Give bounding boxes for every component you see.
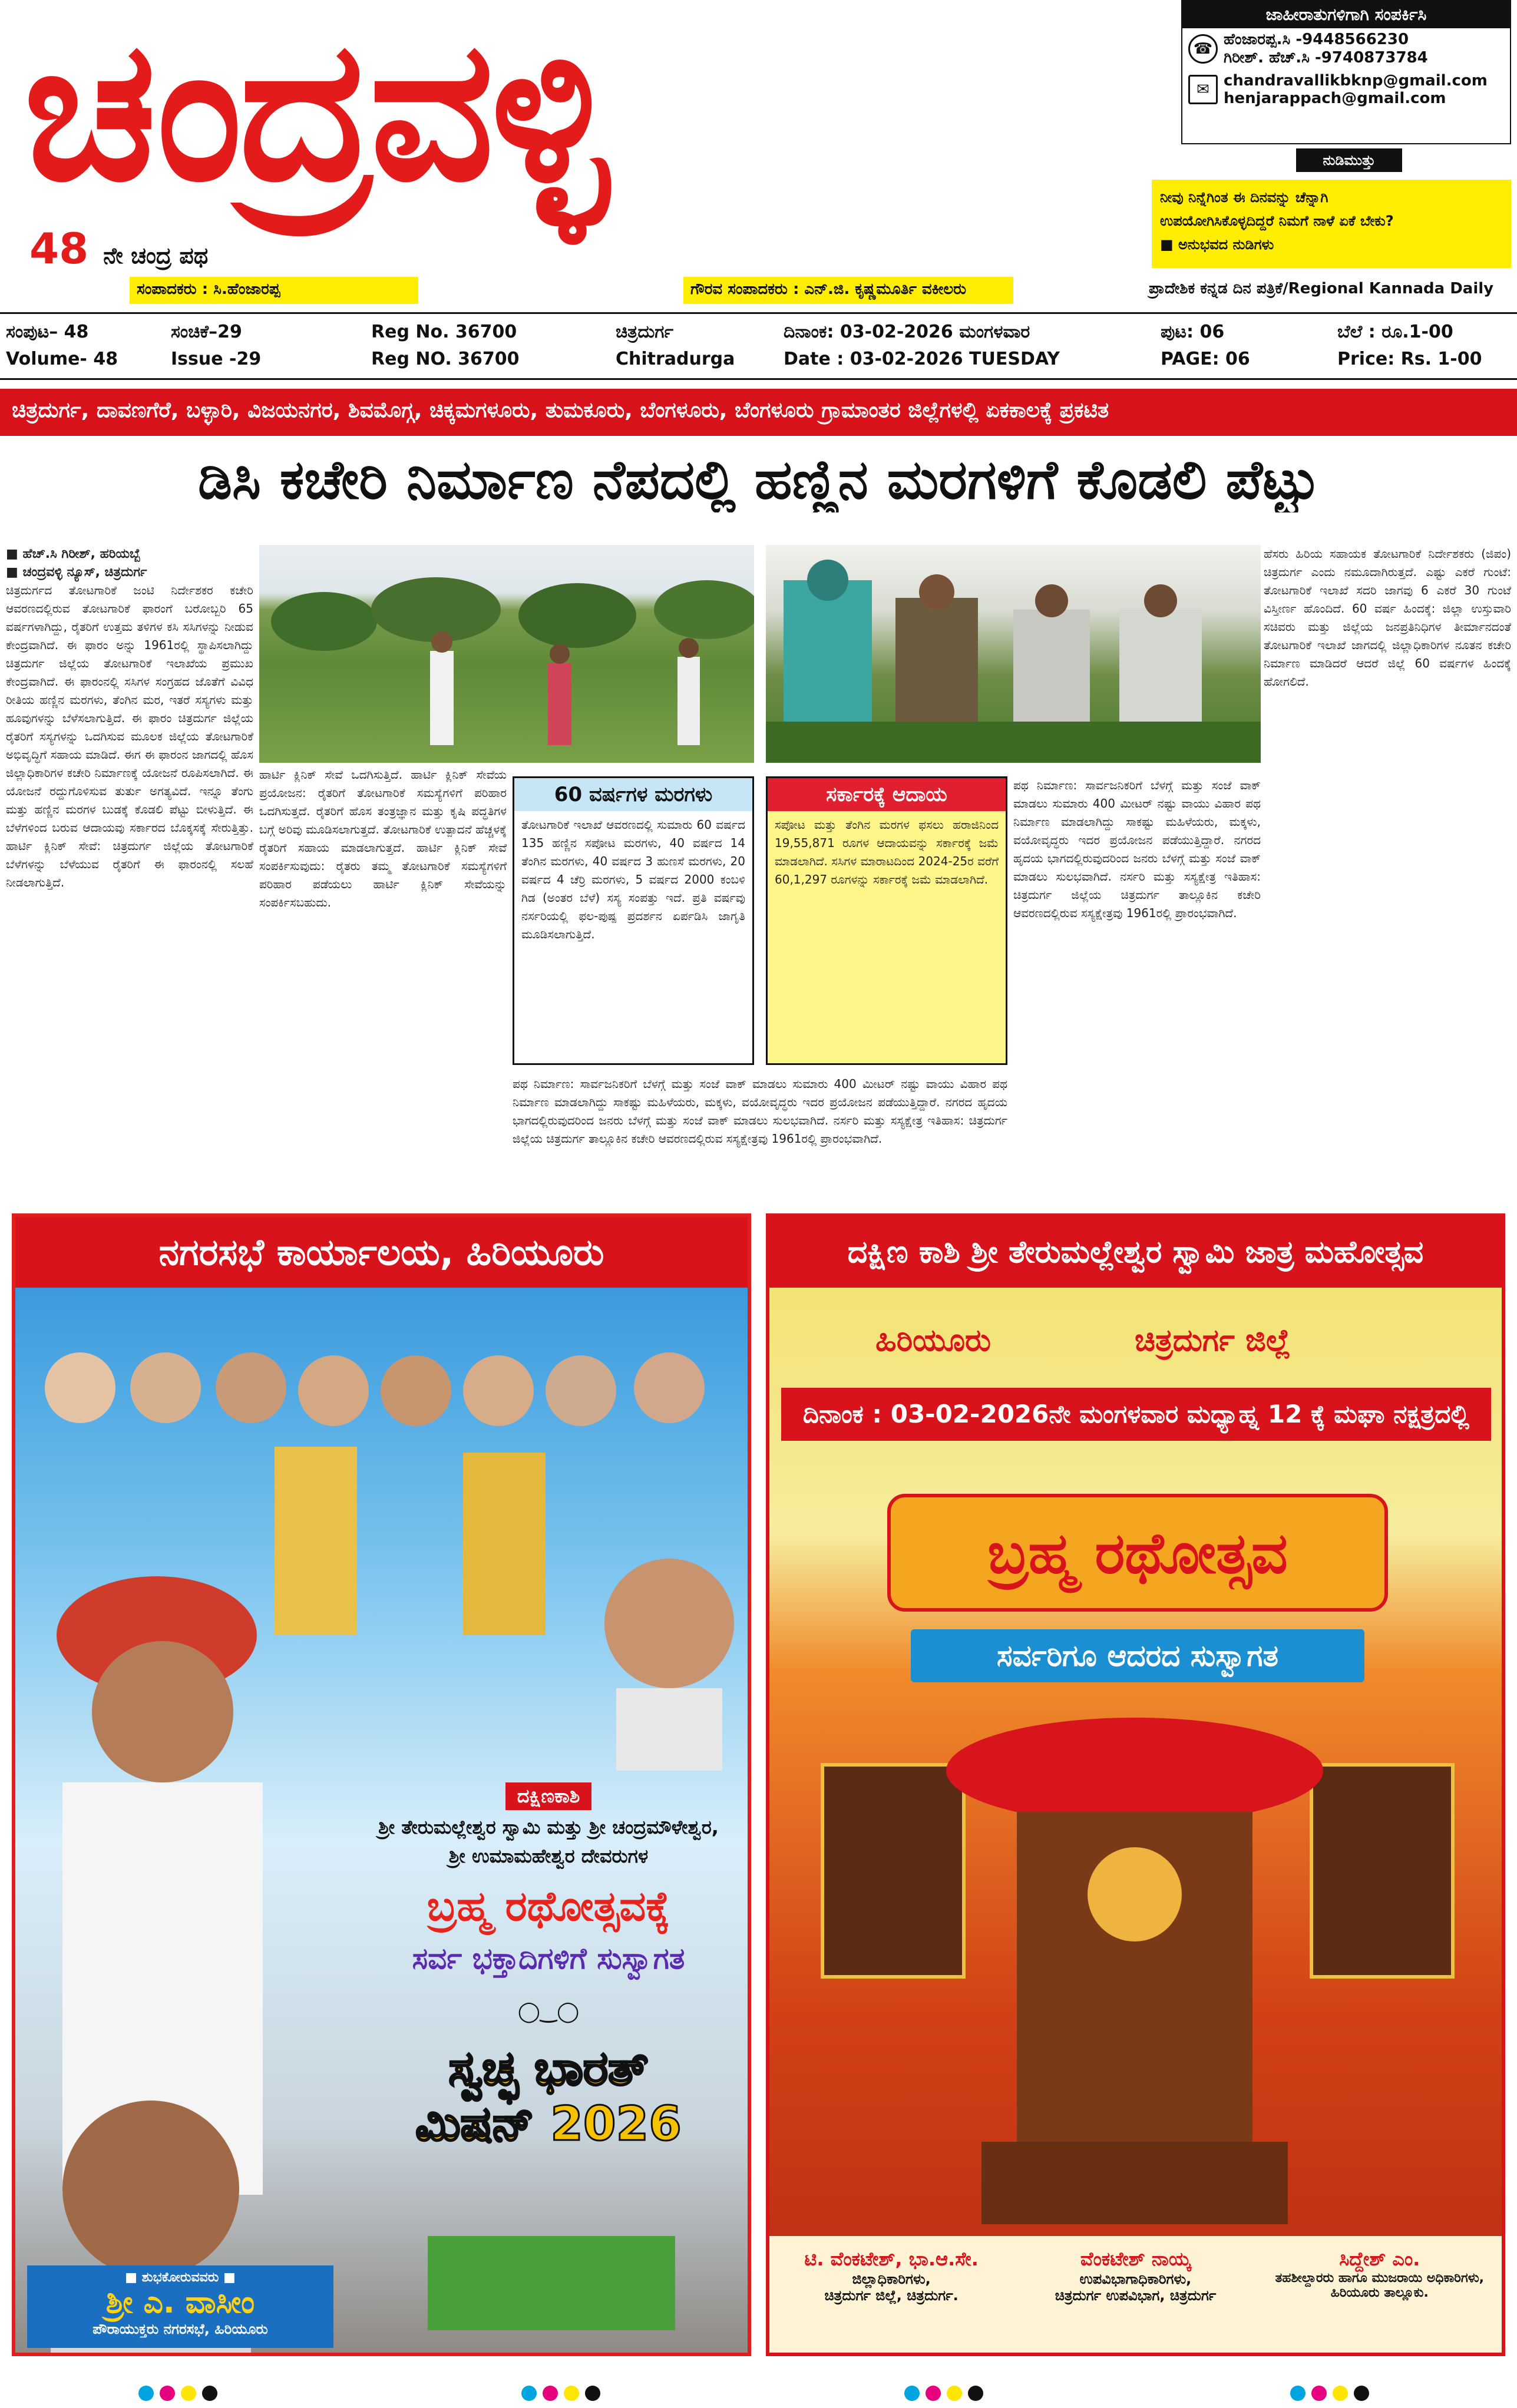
quote-source: ■ ಅನುಭವದ ನುಡಿಗಳು <box>1160 236 1274 253</box>
phone-contact <box>1182 28 1510 70</box>
quote-line-1: ನೀವು ನಿನ್ನೆಗಿಂತ ಈ ದಿನವನ್ನು ಚೆನ್ನಾಗಿ <box>1160 189 1328 206</box>
district-band: ಚಿತ್ರದುರ್ಗ, ದಾವಣಗೆರೆ, ಬಳ್ಳಾರಿ, ವಿಜಯನಗರ, ಶಿವಮೊಗ್ಗ, ಚಿಕ್ಕಮಗಳೂರು, ತುಮಕೂರು, ಬೆಂಗಳೂರು, ಬೆಂಗಳೂರು ಗ್ರಾಮಾಂತರ ಜಿಲ್ಲೆಗಳಲ್ಲಿ ಏಕಕಾಲಕ್ಕೆ ಪ್ರಕಟಿತ <box>0 389 1517 436</box>
main-headline: ಡಿಸಿ ಕಚೇರಿ ನಿರ್ಮಾಣ ನೆಪದಲ್ಲಿ ಹಣ್ಣಿನ ಮರಗಳಿಗೆ ಕೊಡಲಿ ಪೆಟ್ಟು <box>198 448 1319 511</box>
ad-right-header: ದಕ್ಷಿಣ ಕಾಶಿ ಶ್ರೀ ತೇರುಮಲ್ಲೇಶ್ವರ ಸ್ವಾಮಿ ಜಾತ್ರ ಮಹೋತ್ಸವ <box>769 1217 1502 1288</box>
official-1-role-2: ಚಿತ್ರದುರ್ಗ ಜಿಲ್ಲೆ, ಚಿತ್ರದುರ್ಗ. <box>824 2287 959 2304</box>
registration-marks-2 <box>521 2386 600 2401</box>
ad-contact-box <box>1181 0 1511 144</box>
ad-right-officials <box>769 2236 1502 2354</box>
official-2-role-2: ಚಿತ್ರದುರ್ಗ ಉಪವಿಭಾಗ, ಚಿತ್ರದುರ್ಗ <box>1055 2287 1217 2304</box>
sidebar-box-revenue-text: ಸಪೋಟ ಮತ್ತು ತೆಂಗಿನ ಮರಗಳ ಫಸಲು ಹರಾಜಿನಿಂದ 19,55,871 ರೂಗಳ ಆದಾಯವನ್ನು ಸರ್ಕಾರಕ್ಕೆ ಜಮೆ ಮಾಡಲಾಗಿದೆ. ಸಸಿಗಳ ಮಾರಾಟದಿಂದ 2024-25ರ ವರೆಗೆ 60,1,297 ರೂಗಳನ್ನು ಸರ್ಕಾರಕ್ಕೆ ಜಮೆ ಮಾಡಲಾಗಿದೆ. <box>775 818 999 887</box>
article-column-5 <box>1013 776 1261 1205</box>
quote-line-2: ಉಪಯೋಗಿಸಿಕೊಳ್ಳದಿದ್ದರೆ ನಿಮಗೆ ನಾಳೆ ಏಕೆ ಬೇಕು? <box>1160 213 1394 229</box>
honorary-editor-label: ಗೌರವ ಸಂಪಾದಕರು : ಎನ್.ಜಿ. ಕೃಷ್ಣಮೂರ್ತಿ ವಕೀಲರು <box>683 277 1013 304</box>
official-2-role-1: ಉಪವಿಭಾಗಾಧಿಕಾರಿಗಳು, <box>1079 2271 1192 2287</box>
sidebar-box-trees-title: 60 ವರ್ಷಗಳ ಮರಗಳು <box>514 778 752 811</box>
page-en: PAGE: 06 <box>1161 349 1250 369</box>
official-3-role-1: ತಹಶೀಲ್ದಾರರು ಹಾಗೂ ಮುಜರಾಯಿ ಅಧಿಕಾರಿಗಳು, <box>1275 2271 1485 2285</box>
page-kn: ಪುಟ: 06 <box>1161 322 1225 342</box>
article-column-1 <box>6 545 253 1205</box>
sidebar-box-trees-text: ತೋಟಗಾರಿಕೆ ಇಲಾಖೆ ಆವರಣದಲ್ಲಿ ಸುಮಾರು 60 ವರ್ಷದ 135 ಹಣ್ಣಿನ ಸಪೋಟ ಮರಗಳು, 40 ವರ್ಷದ 14 ತೆಂಗಿನ ಮರಗಳು, 40 ವರ್ಷದ 3 ಹುಣಸೆ ಮರಗಳು, 20 ವರ್ಷದ 4 ಚೆರ್ರಿ ಮರಗಳು, 5 ವರ್ಷದ 2000 ಕಂಬಳಿ ಗಿಡ (ಅಂತರ ಬೆಳೆ) ಸಸ್ಯ ಸಂಪತ್ತು ಇದೆ. ಪ್ರತಿ ವರ್ಷವು ನರ್ಸರಿಯಲ್ಲಿ ಫಲ-ಪುಷ್ಪ ಪ್ರದರ್ಶನ ಏರ್ಪಡಿಸಿ ಜಾಗೃತಿ ಮೂಡಿಸಲಾಗುತ್ತಿದೆ. <box>521 818 745 941</box>
sidebar-box-revenue-title: ಸರ್ಕಾರಕ್ಕೆ ಆದಾಯ <box>768 778 1006 811</box>
volume-en: Volume- 48 <box>6 349 118 369</box>
ad-left-greeter: ■ ಶುಭಕೋರುವವರು ■ <box>125 2270 236 2285</box>
reg-number-2: Reg NO. 36700 <box>371 349 520 369</box>
ad-left-line-1: ದಕ್ಷಿಣಕಾಶಿ <box>505 1782 592 1810</box>
article-text-5: ಪಥ ನಿರ್ಮಾಣ: ಸಾರ್ವಜನಿಕರಿಗೆ ಬೆಳಗ್ಗೆ ಮತ್ತು ಸಂಜೆ ವಾಕ್ ಮಾಡಲು ಸುಮಾರು 400 ಮೀಟರ್ ನಷ್ಟು ವಾಯು ವಿಹಾರ ಪಥ ನಿರ್ಮಾಣ ಮಾಡಲಾಗಿದ್ದು ಸಾಕಷ್ಟು ಮಹಿಳೆಯರು, ಮಕ್ಕಳು, ವಯೋವೃದ್ಧರು ಇದರ ಪ್ರಯೋಜನ ಪಡೆಯುತ್ತಿದ್ದಾರೆ. ನಗರದ ಹೃದಯ ಭಾಗದಲ್ಲಿರುವುದರಿಂದ ಜನರು ಬೆಳಗ್ಗೆ ಮತ್ತು ಸಂಜೆ ವಾಕ್ ಮಾಡಲು ಸುಲಭವಾಗಿದೆ. ನರ್ಸರಿ ಮತ್ತು ಸಸ್ಯಕ್ಷೇತ್ರ ಇತಿಹಾಸ: ಚಿತ್ರದುರ್ಗ ಜಿಲ್ಲೆಯ ಚಿತ್ರದುರ್ಗ ತಾಲ್ಲೂಕಿನ ಕಚೇರಿ ಆವರಣದಲ್ಲಿರುವ ಸಸ್ಯಕ್ಷೇತ್ರವು 1961ರಲ್ಲಿ ಪ್ರಾರಂಭವಾಗಿದೆ. <box>1013 778 1261 920</box>
path-text: ನೇ ಚಂದ್ರ ಪಥ <box>103 243 209 269</box>
ad-left-line-3: ಶ್ರೀ ಉಮಾಮಹೇಶ್ವರ ದೇವರುಗಳ <box>448 1845 649 1867</box>
place-en: Chitradurga <box>616 349 735 369</box>
quote-box <box>1152 180 1511 268</box>
price-en: Price: Rs. 1-00 <box>1337 349 1482 369</box>
byline-source: ■ ಚಂದ್ರವಳ್ಳಿ ನ್ಯೂಸ್, ಚಿತ್ರದುರ್ಗ <box>6 565 147 580</box>
article-text-2: ಹಾರ್ಟಿ ಕ್ಲಿನಿಕ್ ಸೇವೆ ಒದಗಿಸುತ್ತಿದೆ. ಹಾರ್ಟಿ ಕ್ಲಿನಿಕ್ ಸೇವೆಯ ಪ್ರಯೋಜನ: ರೈತರಿಗೆ ತೋಟಗಾರಿಕೆ ಸಮಸ್ಯೆಗಳಿಗೆ ಪರಿಹಾರ ಒದಗಿಸುತ್ತದೆ. ರೈತರಿಗೆ ಹೊಸ ತಂತ್ರಜ್ಞಾನ ಮತ್ತು ಕೃಷಿ ಪದ್ಧತಿಗಳ ಬಗ್ಗೆ ಅರಿವು ಮೂಡಿಸಲಾಗುತ್ತದೆ. ತೋಟಗಾರಿಕೆ ಉತ್ಪಾದನೆ ಹೆಚ್ಚಳಕ್ಕೆ ರೈತರಿಗೆ ಸಹಾಯ ಮಾಡಲಾಗುತ್ತದೆ. ಹಾರ್ಟಿ ಕ್ಲಿನಿಕ್ ಸೇವೆ ಸಂಪರ್ಕಿಸುವುದು: ರೈತರು ತಮ್ಮ ತೋಟಗಾರಿಕೆ ಸಮಸ್ಯೆಗಳಿಗೆ ಪರಿಹಾರ ಪಡೆಯಲು ಹಾರ್ಟಿ ಕ್ಲಿನಿಕ್ ಸೇವೆಯನ್ನು ಸಂಪರ್ಕಿಸಬಹುದು. <box>259 768 507 909</box>
volume-kn: ಸಂಪುಟ– 48 <box>6 322 89 342</box>
ad-left-header: ನಗರಸಭೆ ಕಾರ್ಯಾಲಯ, ಹಿರಿಯೂರು <box>15 1217 748 1288</box>
phone-1: ಹೆಂಜಾರಪ್ಪ.ಸಿ -9448566230 <box>1224 31 1409 48</box>
official-2 <box>1013 2236 1257 2354</box>
ad-left-role: ಪೌರಾಯುಕ್ತರು ನಗರಸಭೆ, ಹಿರಿಯೂರು <box>92 2321 268 2337</box>
issue-meta <box>0 312 1517 380</box>
article-column-3 <box>513 1075 1007 1205</box>
phone-2: ಗಿರೀಶ್. ಹೆಚ್.ಸಿ -9740873784 <box>1224 49 1428 67</box>
sidebar-box-revenue <box>766 776 1007 1065</box>
official-3-name: ಸಿದ್ದೇಶ್ ಎಂ. <box>1339 2248 1420 2270</box>
ad-left-line-5: ಸರ್ವ ಭಕ್ತಾದಿಗಳಿಗೆ ಸುಸ್ವಾಗತ <box>412 1941 685 1976</box>
date-en: Date : 03-02-2026 TUESDAY <box>784 349 1060 369</box>
ad-temple-festival <box>766 1213 1505 2356</box>
photo-nursery-women <box>766 545 1261 763</box>
issue-kn: ಸಂಚಿಕೆ–29 <box>171 322 242 342</box>
ad-right-welcome: ಸರ್ವರಿಗೂ ಆದರದ ಸುಸ್ವಾಗತ <box>911 1629 1364 1682</box>
article-text-1: ಚಿತ್ರದುರ್ಗದ ತೋಟಗಾರಿಕೆ ಜಂಟಿ ನಿರ್ದೇಶಕರ ಕಚೇರಿ ಆವರಣದಲ್ಲಿರುವ ತೋಟಗಾರಿಕೆ ಫಾರಂಗೆ ಬರೋಬ್ಬರಿ 65 ವರ್ಷಗಳಾಗಿದ್ದು, ರೈತರಿಗೆ ಉತ್ತಮ ತಳಿಗಳ ಕಸಿ ಸಸಿಗಳನ್ನು ನೀಡುವ ಕೇಂದ್ರವಾಗಿದೆ. ಈ ಫಾರಂ ಅನ್ನು 1961ರಲ್ಲಿ ಸ್ಥಾಪಿಸಲಾಗಿದ್ದು ಚಿತ್ರದುರ್ಗ ಜಿಲ್ಲೆಯ ತೋಟಗಾರಿಕೆ ಇಲಾಖೆಯ ಪ್ರಮುಖ ಕೇಂದ್ರವಾಗಿದೆ. ಈ ಫಾರಂನಲ್ಲಿ ಸಸಿಗಳ ಸಂಗ್ರಹದ ಜೊತೆಗೆ ವಿವಿಧ ರೀತಿಯ ಹಣ್ಣಿನ ಮರಗಳು, ತೆಂಗಿನ ಮರ, ಇತರೆ ಸಸ್ಯಗಳು ಮತ್ತು ಹೂವುಗಳನ್ನು ಬೆಳೆಸಲಾಗುತ್ತಿದೆ. ಈ ಫಾರಂ ಚಿತ್ರದುರ್ಗ ಜಿಲ್ಲೆಯ ರೈತರಿಗೆ ಸಸ್ಯಗಳನ್ನು ಒದಗಿಸುವ ಮೂಲಕ ಜಿಲ್ಲೆಯ ತೋಟಗಾರಿಕೆ ಅಭಿವೃದ್ಧಿಗೆ ಸಹಾಯ ಮಾಡಿದೆ. ಈಗ ಈ ಫಾರಂನ ಜಾಗದಲ್ಲಿ ಹೊಸ ಜಿಲ್ಲಾಧಿಕಾರಿಗಳ ಕಚೇರಿ ನಿರ್ಮಾಣಕ್ಕೆ ಯೋಜನೆ ರೂಪಿಸಲಾಗಿದೆ. ಈ ಯೋಜನೆ ರದ್ದುಗೊಳಿಸುವ ತುರ್ತು ಅಗತ್ಯವಿದೆ. ಇನ್ನೂ ತೆಂಗು ಮತ್ತು ಹಣ್ಣಿನ ಮರಗಳ ಬುಡಕ್ಕೆ ಕೊಡಲಿ ಪೆಟ್ಟು ಬೀಳುತ್ತಿದೆ. ಈ ಬೆಳೆಗಳಿಂದ ಬರುವ ಆದಾಯವು ಸರ್ಕಾರದ ಬೊಕ್ಕಸಕ್ಕೆ ಸೇರುತ್ತಿತ್ತು. ಹಾರ್ಟಿ ಕ್ಲಿನಿಕ್ ಸೇವೆ: ಚಿತ್ರದುರ್ಗ ಜಿಲ್ಲೆಯ ತೋಟಗಾರಿಕೆ ಬೆಳೆಗಳನ್ನು ಬೆಳೆಯುವ ರೈತರಿಗೆ ಈ ಫಾರಂನಲ್ಲಿ ಸಲಹೆ ನೀಡಲಾಗುತ್ತಿದೆ. <box>6 583 253 889</box>
swachh-glasses-icon: ◯‿◯ <box>517 2000 580 2023</box>
official-2-name: ವೆಂಕಟೇಶ್ ನಾಯ್ಕ <box>1080 2248 1191 2270</box>
ad-left-line-2: ಶ್ರೀ ತೇರುಮಲ್ಲೇಶ್ವರ ಸ್ವಾಮಿ ಮತ್ತು ಶ್ರೀ ಚಂದ್ರಮೌಳೇಶ್ವರ, <box>378 1816 719 1838</box>
ad-right-ratha: ಬ್ರಹ್ಮ ರಥೋತ್ಸವ <box>887 1494 1388 1612</box>
path-number-value: 48 <box>29 224 89 273</box>
email-2[interactable]: henjarappach@gmail.com <box>1224 90 1446 107</box>
orchard-scene <box>259 545 754 763</box>
registration-marks-3 <box>904 2386 983 2401</box>
place-kn: ಚಿತ್ರದುರ್ಗ <box>616 322 674 342</box>
ad-right-place-2: ಚಿತ್ರದುರ್ಗ ಜಿಲ್ಲೆ <box>1135 1323 1291 1358</box>
ad-left-mission-1: ಸ್ವಚ್ಛ ಭಾರತ್ <box>448 2041 649 2096</box>
article-text-6: ಹೆಸರು ಹಿರಿಯ ಸಹಾಯಕ ತೋಟಗಾರಿಕೆ ನಿರ್ದೇಶಕರು (ಜಿಪಂ) ಚಿತ್ರದುರ್ಗ ಎಂದು ನಮೂದಾಗಿರುತ್ತದೆ. ಎಷ್ಟು ಎಕರೆ ಗುಂಟೆ: ತೋಟಗಾರಿಕೆ ಇಲಾಖೆ ಸದರಿ ಜಾಗವು 6 ಎಕರೆ 30 ಗುಂಟೆ ವಿಸ್ತೀರ್ಣ ಹೊಂದಿದೆ. 60 ವರ್ಷ ಹಿಂದಕ್ಕೆ: ಜಿಲ್ಲಾ ಉಸ್ತುವಾರಿ ಸಚಿವರು ಮತ್ತು ಜಿಲ್ಲೆಯ ಜನಪ್ರತಿನಿಧಿಗಳ ತೀರ್ಮಾನದಂತೆ ತೋಟಗಾರಿಕೆ ಇಲಾಖೆ ಜಾಗದಲ್ಲಿ ಜಿಲ್ಲಾಧಿಕಾರಿಗಳ ನೂತನ ಕಚೇರಿ ನಿರ್ಮಾಣ ಮಾಡಿದರೆ ಆದರೆ ಜಿಲ್ಲೆ 60 ವರ್ಷಗಳ ಹಿಂದಕ್ಕೆ ಹೋಗಲಿದೆ. <box>1264 547 1511 689</box>
tagline: ಪ್ರಾದೇಶಿಕ ಕನ್ನಡ ದಿನ ಪತ್ರಿಕೆ/Regional Kannada Daily <box>1149 280 1494 297</box>
article-column-2 <box>259 766 507 1205</box>
masthead <box>24 0 1172 280</box>
official-1-role-1: ಜಿಲ್ಲಾಧಿಕಾರಿಗಳು, <box>852 2271 931 2287</box>
date-kn: ದಿನಾಂಕ: 03-02-2026 ಮಂಗಳವಾರ <box>784 322 1030 342</box>
ad-left-message <box>345 1782 751 2152</box>
registration-marks-4 <box>1290 2386 1369 2401</box>
phone-icon: ☎ <box>1188 34 1218 64</box>
ad-right-artwork <box>769 1694 1503 2236</box>
price-kn: ಬೆಲೆ : ರೂ.1-00 <box>1337 322 1453 342</box>
registration-marks-1 <box>138 2386 217 2401</box>
ad-right-date: ದಿನಾಂಕ : 03-02-2026ನೇ ಮಂಗಳವಾರ ಮಧ್ಯಾಹ್ನ 12 ಕ್ಕೆ ಮಘಾ ನಕ್ಷತ್ರದಲ್ಲಿ <box>781 1388 1491 1441</box>
photo-orchard-officials <box>259 545 754 763</box>
ad-left-name-plate <box>27 2265 333 2348</box>
ad-left-mission-2: ಮಿಷನ್ 2026 <box>415 2096 682 2151</box>
official-3 <box>1258 2236 1502 2354</box>
nursery-scene <box>766 545 1261 763</box>
reg-number-1: Reg No. 36700 <box>371 322 517 342</box>
official-1 <box>769 2236 1013 2354</box>
nudi-header: ನುಡಿಮುತ್ತು <box>1296 148 1402 172</box>
newspaper-title: ಚಂದ್ರವಳ್ಳಿ <box>24 0 606 224</box>
sidebar-box-trees <box>513 776 754 1065</box>
path-number <box>29 224 208 273</box>
article-text-3: ಪಥ ನಿರ್ಮಾಣ: ಸಾರ್ವಜನಿಕರಿಗೆ ಬೆಳಗ್ಗೆ ಮತ್ತು ಸಂಜೆ ವಾಕ್ ಮಾಡಲು ಸುಮಾರು 400 ಮೀಟರ್ ನಷ್ಟು ವಾಯು ವಿಹಾರ ಪಥ ನಿರ್ಮಾಣ ಮಾಡಲಾಗಿದ್ದು ಸಾಕಷ್ಟು ಮಹಿಳೆಯರು, ಮಕ್ಕಳು, ವಯೋವೃದ್ಧರು ಇದರ ಪ್ರಯೋಜನ ಪಡೆಯುತ್ತಿದ್ದಾರೆ. ನಗರದ ಹೃದಯ ಭಾಗದಲ್ಲಿರುವುದರಿಂದ ಜನರು ಬೆಳಗ್ಗೆ ಮತ್ತು ಸಂಜೆ ವಾಕ್ ಮಾಡಲು ಸುಲಭವಾಗಿದೆ. ನರ್ಸರಿ ಮತ್ತು ಸಸ್ಯಕ್ಷೇತ್ರ ಇತಿಹಾಸ: ಚಿತ್ರದುರ್ಗ ಜಿಲ್ಲೆಯ ಚಿತ್ರದುರ್ಗ ತಾಲ್ಲೂಕಿನ ಕಚೇರಿ ಆವರಣದಲ್ಲಿರುವ ಸಸ್ಯಕ್ಷೇತ್ರವು 1961ರಲ್ಲಿ ಪ್ರಾರಂಭವಾಗಿದೆ. <box>513 1077 1007 1146</box>
email-contact <box>1182 70 1510 110</box>
official-1-name: ಟಿ. ವೆಂಕಟೇಶ್, ಭಾ.ಆ.ಸೇ. <box>804 2248 979 2270</box>
official-3-role-2: ಹಿರಿಯೂರು ತಾಲ್ಲೂಕು. <box>1330 2285 1429 2300</box>
contact-header: ಜಾಹೀರಾತುಗಳಿಗಾಗಿ ಸಂಪರ್ಕಿಸಿ <box>1182 1 1510 28</box>
issue-en: Issue -29 <box>171 349 262 369</box>
ad-left-name: ಶ್ರೀ ಎ. ವಾಸೀಂ <box>105 2285 255 2320</box>
email-icon: ✉ <box>1188 75 1218 104</box>
editor-label: ಸಂಪಾದಕರು : ಸಿ.ಹೆಂಜಾರಪ್ಪ <box>130 277 418 304</box>
byline-author: ■ ಹೆಚ್.ಸಿ ಗಿರೀಶ್, ಹರಿಯಬ್ಬೆ <box>6 547 141 561</box>
ad-left-line-4: ಬ್ರಹ್ಮ ರಥೋತ್ಸವಕ್ಕೆ <box>427 1882 670 1930</box>
article-column-6 <box>1264 545 1511 1205</box>
ad-right-place-1: ಹಿರಿಯೂರು <box>875 1323 991 1358</box>
ad-municipal-council <box>12 1213 751 2356</box>
email-1[interactable]: chandravallikbknp@gmail.com <box>1224 72 1488 90</box>
